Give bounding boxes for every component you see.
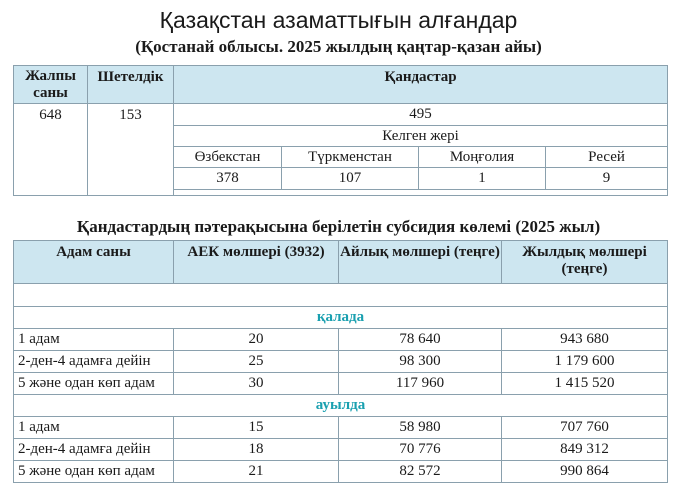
row-aek: 15 xyxy=(174,417,339,439)
section-spacer xyxy=(14,284,668,307)
row-aek: 30 xyxy=(174,373,339,395)
header-kandas: Қандастар xyxy=(174,66,668,104)
row-monthly: 78 640 xyxy=(339,329,502,351)
row-yearly: 707 760 xyxy=(502,417,668,439)
row-yearly: 990 864 xyxy=(502,461,668,483)
section-village: ауылда xyxy=(14,395,668,417)
spacer-cell xyxy=(174,190,668,196)
section-city: қалада xyxy=(14,307,668,329)
header-foreign: Шетелдік xyxy=(88,66,174,104)
row-people: 1 адам xyxy=(14,417,174,439)
row-aek: 21 xyxy=(174,461,339,483)
country-name: Моңғолия xyxy=(419,147,546,168)
row-people: 1 адам xyxy=(14,329,174,351)
header-monthly: Айлық мөлшері (теңге) xyxy=(339,241,502,284)
country-value: 9 xyxy=(546,168,668,190)
value-foreign: 153 xyxy=(88,104,174,196)
subsidy-title: Қандастардың пәтерақысына берілетін субсидия көлемі (2025 жыл) xyxy=(76,217,601,236)
row-monthly: 98 300 xyxy=(339,351,502,373)
origin-label: Келген жері xyxy=(174,126,668,147)
header-people: Адам саны xyxy=(14,241,174,284)
row-yearly: 849 312 xyxy=(502,439,668,461)
row-monthly: 58 980 xyxy=(339,417,502,439)
country-name: Ресей xyxy=(546,147,668,168)
row-aek: 18 xyxy=(174,439,339,461)
row-yearly: 943 680 xyxy=(502,329,668,351)
country-name: Түркменстан xyxy=(282,147,419,168)
country-value: 1 xyxy=(419,168,546,190)
country-value: 107 xyxy=(282,168,419,190)
row-people: 5 және одан көп адам xyxy=(14,461,174,483)
row-monthly: 70 776 xyxy=(339,439,502,461)
row-monthly: 82 572 xyxy=(339,461,502,483)
row-people: 2-ден-4 адамға дейін xyxy=(14,439,174,461)
page-subtitle: (Қостанай облысы. 2025 жылдың қаңтар-қазан айы) xyxy=(135,37,542,56)
row-yearly: 1 415 520 xyxy=(502,373,668,395)
row-yearly: 1 179 600 xyxy=(502,351,668,373)
row-monthly: 117 960 xyxy=(339,373,502,395)
header-yearly: Жылдық мөлшері (теңге) xyxy=(502,241,668,284)
page-title: Қазақстан азаматтығын алғандар xyxy=(159,7,518,33)
header-total: Жалпы саны xyxy=(14,66,88,104)
row-people: 5 және одан көп адам xyxy=(14,373,174,395)
citizenship-table xyxy=(13,65,668,196)
value-kandas: 495 xyxy=(174,104,668,126)
row-aek: 20 xyxy=(174,329,339,351)
country-value: 378 xyxy=(174,168,282,190)
row-people: 2-ден-4 адамға дейін xyxy=(14,351,174,373)
row-aek: 25 xyxy=(174,351,339,373)
subsidy-table xyxy=(13,240,668,483)
value-total: 648 xyxy=(14,104,88,196)
header-aek: АЕК мөлшері (3932) xyxy=(174,241,339,284)
country-name: Өзбекстан xyxy=(174,147,282,168)
